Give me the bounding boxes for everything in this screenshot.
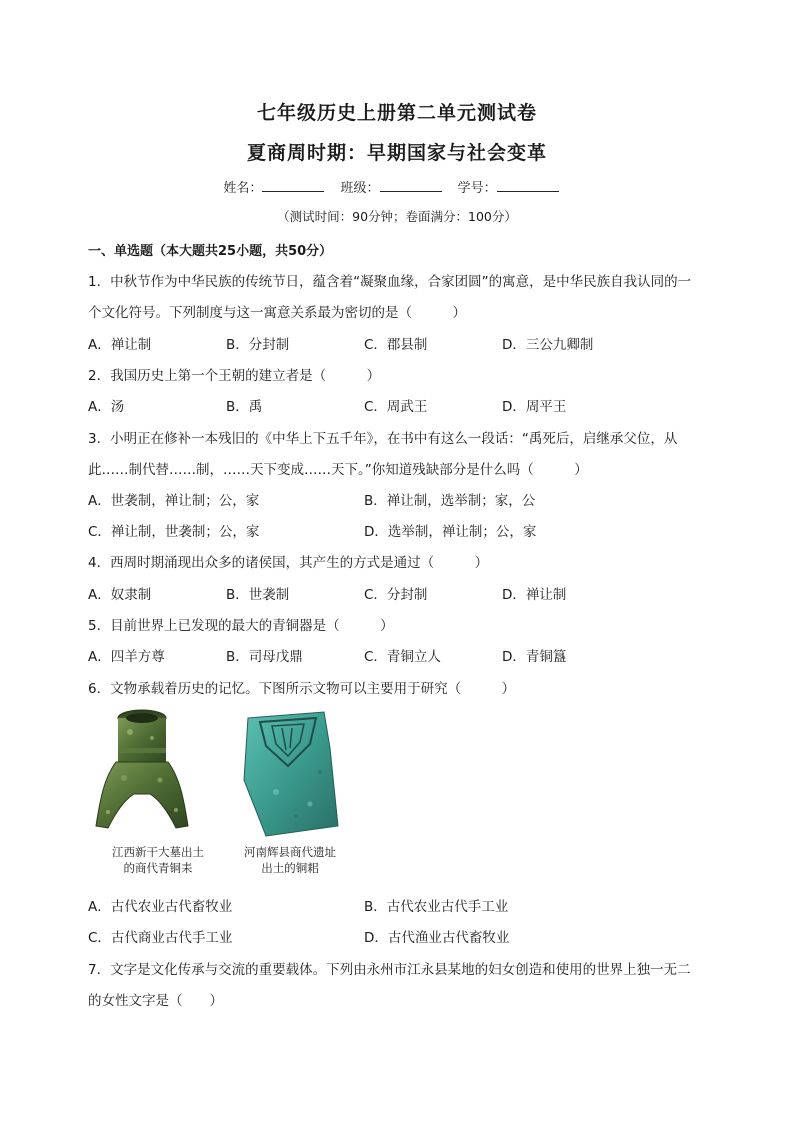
q5-option-b: B．司母戊鼎 [226, 649, 303, 665]
question-4-line-1: 4．西周时期涌现出众多的诸侯国，其产生的方式是通过（ ） [88, 555, 489, 571]
q1-option-c: C．郡县制 [364, 337, 428, 353]
name-blank[interactable] [262, 178, 324, 192]
q4-option-d: D．禅让制 [502, 587, 567, 603]
q2-option-d: D．周平王 [502, 399, 567, 415]
exam-subtitle: 夏商周时期：早期国家与社会变革 [246, 142, 547, 164]
q5-option-a: A．四羊方尊 [88, 649, 165, 665]
figure-bronze-plough [94, 708, 220, 875]
q4-option-a: A．奴隶制 [88, 587, 152, 603]
question-5-line-1: 5．目前世界上已发现的最大的青铜器是（ ） [88, 618, 394, 634]
q3-option-b: B．禅让制，选举制；家，公 [364, 493, 536, 509]
q5-option-c: C．青铜立人 [364, 649, 441, 665]
q3-option-d: D．选举制，禅让制；公，家 [364, 524, 537, 540]
exam-title: 七年级历史上册第二单元测试卷 [256, 102, 537, 124]
q5-option-d: D．青铜簋 [502, 649, 567, 665]
id-blank[interactable] [497, 178, 559, 192]
name-label: 姓名： [223, 181, 263, 196]
question-1-line-1: 1．中秋节作为中华民族的传统节日，蕴含着“凝聚血缘，合家团圆”的寓意，是中华民族自我认同的一 [88, 274, 692, 290]
question-3-line-2: 此……制代替……制，……天下变成……天下。”你知道残缺部分是什么吗（ ） [88, 462, 588, 478]
q6-option-b: B．古代农业古代手工业 [364, 899, 509, 915]
class-blank[interactable] [380, 178, 442, 192]
question-6-line-1: 6．文物承载着历史的记忆。下图所示文物可以主要用于研究（ ） [88, 681, 516, 697]
question-1-line-2: 个文化符号。下列制度与这一寓意关系最为密切的是（ ） [88, 305, 466, 321]
question-7-line-1: 7．文字是文化传承与交流的重要载体。下列由永州市江永县某地的妇女创造和使用的世界上独一无二 [88, 962, 691, 978]
q6-option-a: A．古代农业古代畜牧业 [88, 899, 233, 915]
figure-1-caption: 江西新干大墓出土 的商代青铜耒 [112, 845, 204, 875]
class-label: 班级： [340, 181, 380, 196]
student-info-line [0, 177, 794, 196]
figure-2-caption: 河南辉县商代遗址 出土的铜耜 [244, 845, 336, 875]
q1-option-a: A．禅让制 [88, 337, 152, 353]
q1-option-d: D．三公九卿制 [502, 337, 594, 353]
id-label: 学号： [457, 181, 497, 196]
q3-option-c: C．禅让制，世袭制；公，家 [88, 524, 260, 540]
section-heading: 一、单选题（本大题共25小题，共50分） [88, 244, 333, 259]
bronze-spade-image [226, 708, 352, 840]
q3-option-a: A．世袭制，禅让制；公，家 [88, 493, 260, 509]
test-info: （测试时间：90分钟；卷面满分：100分） [277, 209, 517, 224]
question-7-line-2: 的女性文字是（ ） [88, 993, 223, 1009]
question-3-line-1: 3．小明正在修补一本残旧的《中华上下五千年》，在书中有这么一段话：“禹死后，启继承父位，从 [88, 431, 678, 447]
q1-option-b: B．分封制 [226, 337, 290, 353]
q2-option-c: C．周武王 [364, 399, 428, 415]
q6-option-c: C．古代商业古代手工业 [88, 930, 233, 946]
q4-option-c: C．分封制 [364, 587, 428, 603]
q2-option-a: A．汤 [88, 399, 125, 415]
figure-bronze-spade [226, 708, 352, 875]
q4-option-b: B．世袭制 [226, 587, 290, 603]
q6-option-d: D．古代渔业古代畜牧业 [364, 930, 510, 946]
q2-option-b: B．禹 [226, 399, 263, 415]
bronze-plough-image [94, 708, 220, 840]
question-2-line-1: 2．我国历史上第一个王朝的建立者是（ ） [88, 368, 381, 384]
